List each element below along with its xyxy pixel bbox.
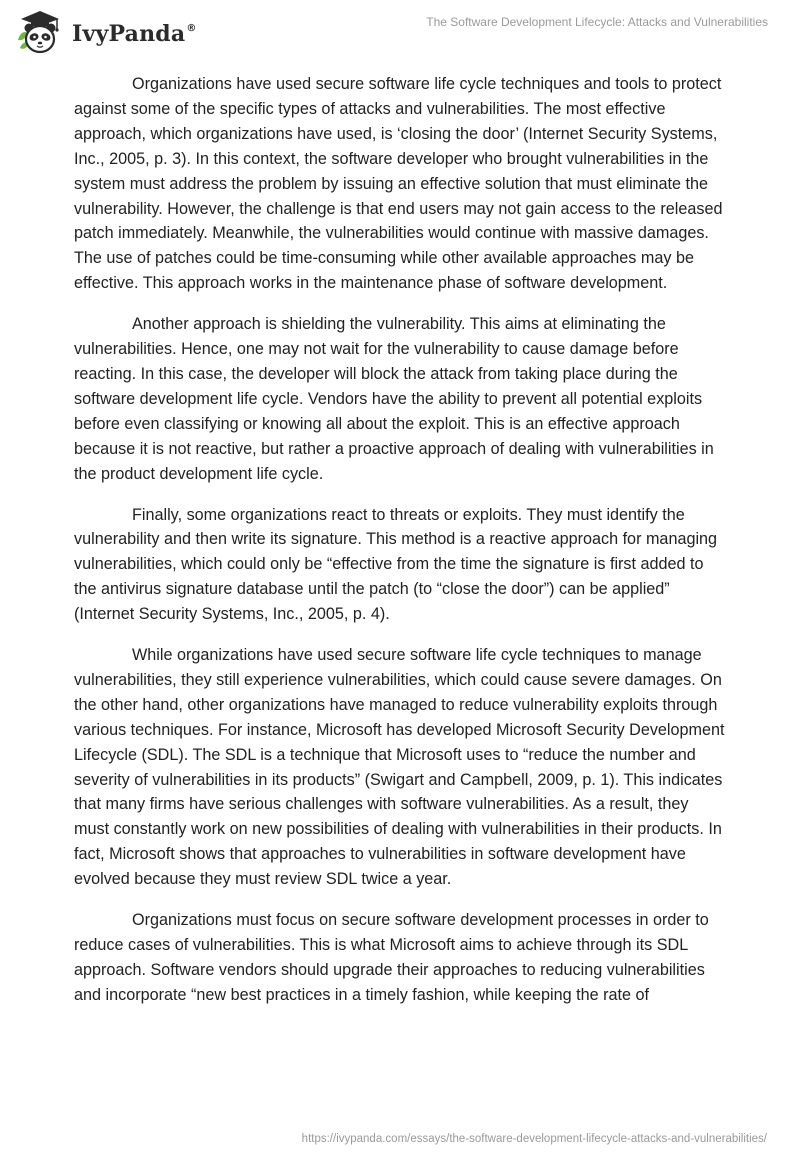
registered-mark: ® bbox=[186, 23, 197, 34]
page-header bbox=[0, 0, 800, 70]
paragraph-closing-the-door: Organizations have used secure software life cycle techniques and tools to protect against some of the specific types of attacks and vulnerabilities. The most effective approach, which organizations have used, is ‘closing the door’ (Internet Security Systems, Inc., 2005, p. 3). In this context, the software developer who brought vulnerabilities in the system must address the problem by issuing an effective solution that must eliminate the vulnerability. However, the challenge is that end users may not gain access to the released patch immediately. Meanwhile, the vulnerabilities would continue with massive damages. The use of patches could be time-consuming while other available approaches may be effective. This approach works in the maintenance phase of software development. bbox=[74, 75, 723, 293]
brand-text: IvyPanda bbox=[72, 21, 186, 47]
document-title: The Software Development Lifecycle: Attacks and Vulnerabilities bbox=[426, 15, 768, 29]
source-url[interactable]: https://ivypanda.com/essays/the-software-development-lifecycle-attacks-and-vulnerabilities/ bbox=[301, 1133, 767, 1145]
paragraph-reactive: Finally, some organizations react to threats or exploits. They must identify the vulnerability and then write its signature. This method is a reactive approach for managing vulnerabilities, which could only be “effective from the time the signature is first added to the antivirus signature database until the patch (to “close the door”) can be applied” (Internet Security Systems, Inc., 2005, p. 4). bbox=[74, 505, 718, 624]
brand-name bbox=[72, 21, 197, 47]
essay-body bbox=[74, 72, 726, 1024]
panda-graduate-icon bbox=[14, 10, 66, 56]
paragraph-secure-processes: Organizations must focus on secure software development processes in order to reduce cases of vulnerabilities. This is what Microsoft aims to achieve through its SDL approach. Software vendors should upgrade their approaches to reducing vulnerabilities and incorporate “new best practices in a timely fashion, while keeping the rate of bbox=[74, 911, 709, 1004]
paragraph-microsoft-sdl: While organizations have used secure software life cycle techniques to manage vulnerabilities, they still experience vulnerabilities, which could cause severe damages. On the other hand, other organizations have managed to reduce vulnerability exploits through various techniques. For instance, Microsoft has developed Microsoft Security Development Lifecycle (SDL). The SDL is a technique that Microsoft uses to “reduce the number and severity of vulnerabilities in its products” (Swigart and Campbell, 2009, p. 1). This indicates that many firms have serious challenges with software vulnerabilities. As a result, they must constantly work on new possibilities of dealing with vulnerabilities in their products. In fact, Microsoft shows that approaches to vulnerabilities in software development have evolved because they must review SDL twice a year. bbox=[74, 646, 725, 889]
paragraph-shielding: Another approach is shielding the vulnerability. This aims at eliminating the vulnerabilities. Hence, one may not wait for the vulnerability to cause damage before reacting. In this case, the developer will block the attack from taking place during the software development life cycle. Vendors have the ability to prevent all potential exploits before even classifying or knowing all about the exploit. This is an effective approach because it is not reactive, but rather a proactive approach of dealing with vulnerabilities in the product development life cycle. bbox=[74, 315, 714, 483]
brand-logo[interactable] bbox=[14, 10, 197, 56]
